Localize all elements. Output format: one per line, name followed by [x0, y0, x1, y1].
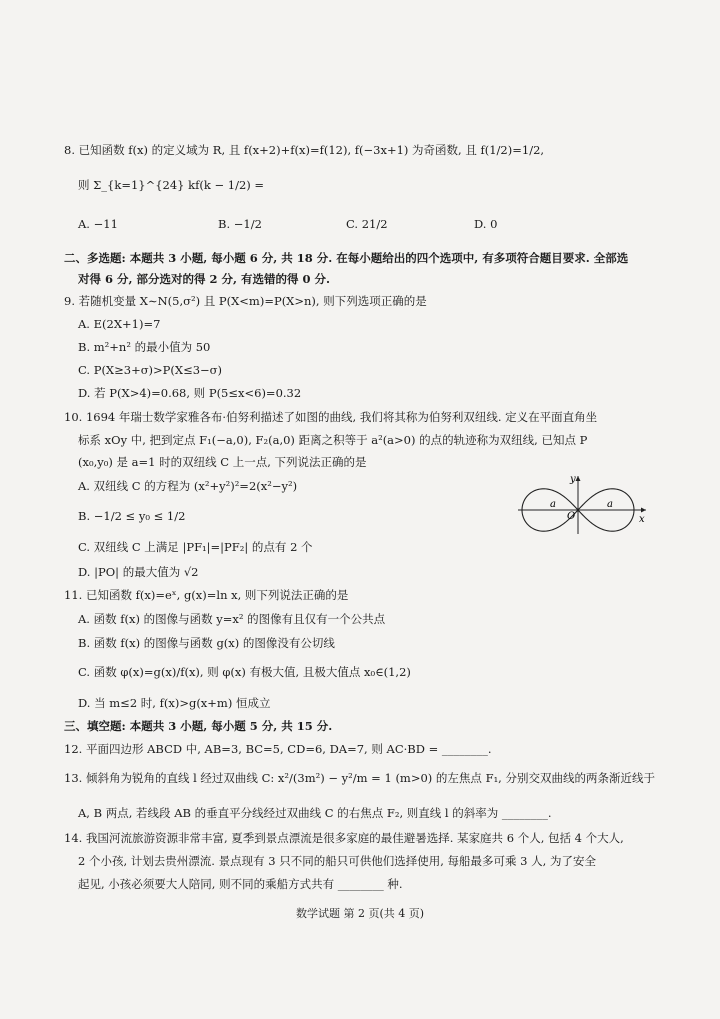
q8-option-c: C. 21/2 [346, 217, 388, 231]
page-footer: 数学试题 第 2 页(共 4 页) [295, 907, 425, 920]
section2-heading-line2: 对得 6 分, 部分选对的得 2 分, 有选错的得 0 分. [78, 272, 331, 286]
q10-option-b: B. −1/2 ≤ y₀ ≤ 1/2 [78, 509, 186, 523]
section2-heading-line1: 二、多选题: 本题共 3 小题, 每小题 6 分, 共 18 分. 在每小题给出的四个选项中, 有多项符合题目要求. 全部选 [64, 251, 629, 265]
q9-option-d: D. 若 P(X>4)=0.68, 则 P(5≤x<6)=0.32 [78, 386, 302, 400]
q10-option-a: A. 双纽线 C 的方程为 (x²+y²)²=2(x²−y²) [78, 479, 298, 493]
q10-line3: (x₀,y₀) 是 a=1 时的双纽线 C 上一点, 下列说法正确的是 [78, 455, 367, 469]
label-y: y [570, 474, 576, 485]
q8-line2: 则 Σ_{k=1}^{24} kf(k − 1/2) = [78, 178, 265, 192]
q11-option-d: D. 当 m≤2 时, f(x)>g(x+m) 恒成立 [78, 696, 271, 710]
label-a-right: a [607, 499, 613, 510]
q8-option-a: A. −11 [78, 217, 118, 231]
q9-option-c: C. P(X≥3+σ)>P(X≤3−σ) [78, 363, 223, 377]
q8-option-d: D. 0 [474, 217, 498, 231]
q10-option-d: D. |PO| 的最大值为 √2 [78, 565, 199, 579]
section3-heading: 三、填空题: 本题共 3 小题, 每小题 5 分, 共 15 分. [64, 719, 333, 733]
q14-line2: 2 个小孩, 计划去贵州漂流. 景点现有 3 只不同的船只可供他们选择使用, 每船最多可乘 3 人, 为了安全 [78, 854, 596, 868]
label-x: x [639, 514, 645, 525]
q8-line1: 8. 已知函数 f(x) 的定义域为 R, 且 f(x+2)+f(x)=f(12), f(−3x+1) 为奇函数, 且 f(1/2)=1/2, [64, 143, 545, 157]
q10-option-c: C. 双纽线 C 上满足 |PF₁|=|PF₂| 的点有 2 个 [78, 540, 313, 554]
label-origin: O [567, 511, 576, 522]
q9-stem: 9. 若随机变量 X∼N(5,σ²) 且 P(X<m)=P(X>n), 则下列选项正确的是 [64, 294, 427, 308]
q13-line2: A, B 两点, 若线段 AB 的垂直平分线经过双曲线 C 的右焦点 F₂, 则直线 l 的斜率为 ________. [78, 806, 552, 820]
q14-line3: 起见, 小孩必须要大人陪同, 则不同的乘船方式共有 ________ 种. [78, 877, 403, 891]
q13-line1: 13. 倾斜角为锐角的直线 l 经过双曲线 C: x²/(3m²) − y²/m = 1 (m>0) 的左焦点 F₁, 分别交双曲线的两条渐近线于 [64, 771, 655, 785]
q11-option-b: B. 函数 f(x) 的图像与函数 g(x) 的图像没有公切线 [78, 636, 335, 650]
q11-stem: 11. 已知函数 f(x)=eˣ, g(x)=ln x, 则下列说法正确的是 [64, 588, 349, 602]
q11-option-c: C. 函数 φ(x)=g(x)/f(x), 则 φ(x) 有极大值, 且极大值点 x₀∈(1,2) [78, 665, 411, 679]
q9-option-a: A. E(2X+1)=7 [78, 317, 161, 331]
y-axis-arrow [576, 476, 581, 481]
q12: 12. 平面四边形 ABCD 中, AB=3, BC=5, CD=6, DA=7, 则 AC·BD = ________. [64, 742, 492, 756]
q10-line2: 标系 xOy 中, 把到定点 F₁(−a,0), F₂(a,0) 距离之积等于 a²(a>0) 的点的轨迹称为双纽线, 已知点 P [78, 433, 588, 447]
q11-option-a: A. 函数 f(x) 的图像与函数 y=x² 的图像有且仅有一个公共点 [78, 612, 386, 626]
x-axis-arrow [641, 508, 646, 513]
q8-option-b: B. −1/2 [218, 217, 262, 231]
q10-line1: 10. 1694 年瑞士数学家雅各布·伯努利描述了如图的曲线, 我们将其称为伯努利双纽线. 定义在平面直角坐 [64, 410, 598, 424]
q9-option-b: B. m²+n² 的最小值为 50 [78, 340, 211, 354]
q14-line1: 14. 我国河流旅游资源非常丰富, 夏季到景点漂流是很多家庭的最佳避暑选择. 某家庭共 6 个人, 包括 4 个大人, [64, 831, 624, 845]
label-a-left: a [550, 499, 556, 510]
lemniscate-diagram [514, 470, 654, 540]
